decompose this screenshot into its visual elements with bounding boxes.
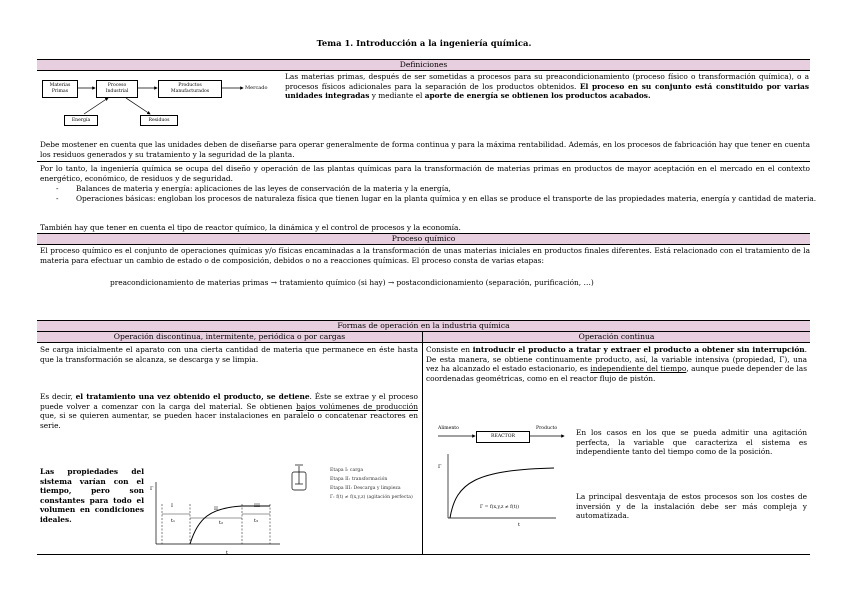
box-residuos: Residuos [140, 115, 178, 126]
section-header-proceso: Proceso químico [37, 234, 810, 244]
discontinua-p2: Es decir, el tratamiento una vez obtenido el producto, se detiene. Éste se extrae y el proceso puede volver a comenzar con la carga del material. Se obtienen bajos volúmenes de producción que, si se quieren aumentar, se pueden hacer instalaciones en paralelo o concatenar reactores en serie. [40, 392, 418, 430]
stage-time-2: t₂ [219, 520, 224, 526]
definiciones-p4: También hay que tener en cuenta el tipo de reactor químico, la dinámica y el control de procesos y la economía. [40, 223, 461, 232]
discontinua-p3: Las propiedades del sistema varían con el tiempo, pero son constantes para todo el volumen en condiciones ideales. [40, 467, 144, 524]
stirred-tank-icon [288, 464, 310, 494]
list-item: - Operaciones básicas: engloban los procesos de naturaleza física que tienen lugar en la planta química y en ellas se produce el transporte de las propiedades materia, energía y cantidad de materia. [76, 194, 846, 204]
stage-time-1: t₁ [171, 518, 176, 524]
stage-label-2: II [214, 506, 218, 512]
legend-item: Γ: f(t) ≠ f(x,y,z) (agitación perfecta) [330, 495, 413, 500]
batch-legend [330, 466, 413, 502]
label-producto: Producto [536, 426, 558, 431]
proceso-etapas: preacondicionamiento de materias primas → tratamiento químico (si hay) → postacondicionamiento (separación, purificación, …) [110, 278, 594, 287]
continuous-graph-y-label: Γ [438, 464, 442, 470]
reactor-arrows [436, 426, 568, 448]
batch-graph-x-label: t [226, 550, 229, 556]
definiciones-p2: Debe mostener en cuenta que las unidades deben de diseñarse para operar generalmente de forma continua y para la máxima rentabilidad. Además, en los procesos de fabricación hay que tener en cuenta los residuos generados y su tratamiento y la seguridad de la planta. [40, 140, 810, 159]
batch-graph-y-label: Γ [150, 486, 154, 492]
reactor-diagram [436, 426, 568, 448]
stage-label-3: III [254, 503, 260, 509]
section-header-formas: Formas de operación en la industria química [37, 321, 810, 331]
page-title: Tema 1. Introducción a la ingeniería química. [316, 38, 532, 48]
definiciones-intro: Las materias primas, después de ser sometidas a procesos para su preacondicionamiento (proceso físico o transformación química), o a procesos físicos adicionales para la separación de los productos obtenidos. El proceso en su conjunto está constituido por varias unidades integradas y mediante el aporte de energía se obtienen los productos acabados. [285, 72, 809, 101]
list-item: - Balances de materia y energía: aplicaciones de las leyes de conservación de la materia y la energía, [76, 184, 846, 194]
header-discontinua: Operación discontinua, intermitente, periódica o por cargas [37, 332, 422, 342]
box-energia: Energía [64, 115, 98, 126]
stage-time-3: t₃ [254, 518, 259, 524]
label-mercado: Mercado [245, 85, 268, 91]
diagram-arrows [40, 74, 282, 134]
continuous-graph [436, 452, 566, 530]
box-materias-primas: Materias Primas [42, 80, 78, 98]
continuous-graph-formula: Γ = f(x,y,z ≠ f(t)) [480, 505, 520, 510]
box-productos: Productos Manufacturados [158, 80, 222, 98]
proceso-p1: El proceso químico es el conjunto de operaciones químicas y/o físicas encaminadas a la transformación de unas materias iniciales en productos finales diferentes. Está relacionado con el tratamiento de la materia para efectuar un cambio de estado o de composición, debidos o no a reacciones químicas. El proceso consta de varias etapas: [40, 246, 810, 265]
continuous-graph-x-label: t [518, 522, 521, 528]
continua-p2: En los casos en los que se pueda admitir una agitación perfecta, la variable que caracteriza el sistema es independiente tanto del tiempo como de la posición. [576, 428, 807, 457]
discontinua-p1: Se carga inicialmente el aparato con una cierta cantidad de materia que permanece en éste hasta que la transformación se alcanza, se descarga y se limpia. [40, 345, 418, 364]
definiciones-p3: Por lo tanto, la ingeniería química se ocupa del diseño y operación de las plantas químicas para la transformación de materias primas en productos de mayor aceptación en el mercado en el contexto energético, económico, de residuos y de seguridad. [40, 164, 810, 183]
continua-p1: Consiste en introducir el producto a tratar y extraer el producto a obtener sin interrupción. De esta manera, se obtiene continuamente producto, así, la variable intensiva (propiedad, Γ), una vez ha alcanzado el estado estacionario, es independiente del tiempo, aunque puede depender de las coordenadas geométricas, como en el reactor flujo de pistón. [426, 345, 807, 383]
label-alimento: Alimento [438, 426, 459, 431]
continua-p3: La principal desventaja de estos procesos son los costes de inversión y de la instalación debe ser más compleja y automatizada. [576, 492, 807, 521]
definiciones-bullets [40, 184, 846, 203]
legend-item: Etapa II: transformación [330, 477, 388, 482]
section-header-definiciones: Definiciones [37, 60, 810, 70]
legend-item: Etapa III: Descarga y limpieza [330, 486, 401, 491]
stage-label-1: I [171, 503, 173, 509]
legend-item: Etapa I: carga [330, 468, 364, 473]
header-continua: Operación continua [423, 332, 810, 342]
batch-graph [148, 478, 288, 556]
box-reactor: REACTOR [476, 431, 530, 443]
process-diagram [40, 74, 282, 134]
box-proceso-industrial: Proceso Industrial [96, 80, 138, 98]
